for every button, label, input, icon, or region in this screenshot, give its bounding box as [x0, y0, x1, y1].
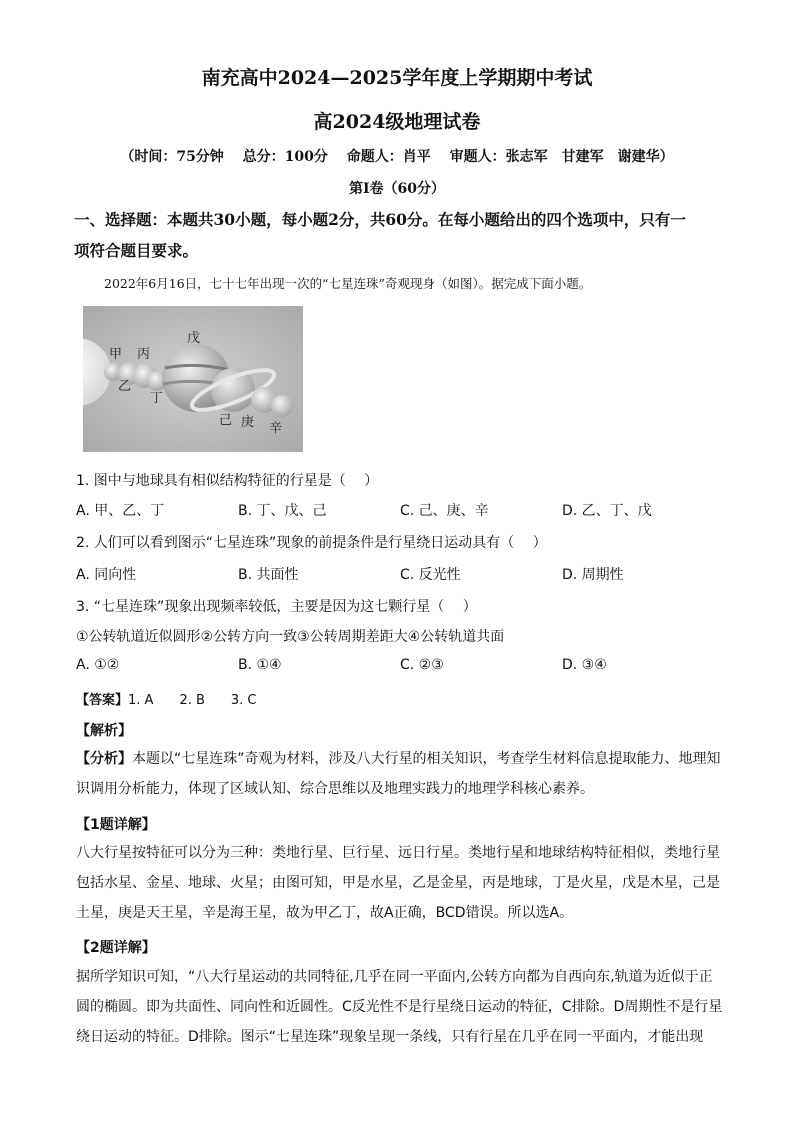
q2-detail-label: 【2题详解】	[76, 940, 156, 956]
part-heading-line2: 项符合题目要求。	[74, 241, 199, 260]
planet-xin-shape	[271, 395, 293, 417]
question-3-option-d: D. ③④	[562, 657, 607, 673]
answer-line	[76, 689, 257, 708]
analysis-label: 【解析】	[76, 723, 132, 739]
planet-alignment-figure	[83, 306, 303, 452]
answer-label: 【答案】	[76, 693, 129, 708]
question-2-option-d: D. 周期性	[562, 567, 624, 583]
label-jia: 甲	[109, 347, 123, 362]
question-2-stem: 2. 人们可以看到图示“七星连珠”现象的前提条件是行星绕日运动具有（ ）	[76, 535, 547, 551]
exam-meta: （时间：75分钟 总分：100分 命题人：肖平 审题人：张志军 甘建军 谢建华）	[120, 149, 674, 165]
question-3-stem: 3. “七星连珠”现象出现频率较低，主要是因为这七颗行星（ ）	[76, 599, 477, 615]
analysis-fenxi	[76, 744, 726, 804]
question-2-option-c: C. 反光性	[400, 567, 461, 583]
q2-detail-text: 据所学知识可知，“八大行星运动的共同特征,几乎在同一平面内,公转方向都为自西向东,轨道为近似于正圆的椭圆。即为共面性、同向性和近圆性。C反光性不是行星绕日运动的特征，C排除。D周期性不是行星绕日运动的特征。D排除。图示“七星连珠”现象呈现一条线，只有行星在几乎在同一平面内，才能出现	[76, 969, 723, 1045]
question-3-option-c: C. ②③	[400, 657, 444, 673]
label-yi: 乙	[118, 379, 132, 394]
label-ding: 丁	[150, 391, 164, 406]
fenxi-label: 【分析】	[76, 751, 132, 767]
exam-title: 南充高中2024—2025学年度上学期期中考试	[201, 67, 593, 89]
planet-alignment-image	[83, 306, 303, 452]
question-1-option-c: C. 己、庚、辛	[400, 503, 489, 519]
exam-subtitle: 高2024级地理试卷	[313, 111, 481, 133]
planet-ji-shape	[211, 368, 255, 412]
label-xin: 辛	[269, 421, 283, 436]
answer-text: 1. A 2. B 3. C	[128, 693, 257, 708]
question-3-option-a: A. ①②	[76, 657, 120, 673]
fenxi-text: 本题以“七星连珠”奇观为材料，涉及八大行星的相关知识，考查学生材料信息提取能力、地理知识调用分析能力，体现了区域认知、综合思维以及地理实践力的地理学科核心素养。	[76, 751, 721, 797]
question-3-option-b: B. ①④	[238, 657, 282, 673]
part-heading-line1: 一、选择题：本题共30小题，每小题2分，共60分。在每小题给出的四个选项中，只有一	[74, 210, 686, 229]
question-1-option-b: B. 丁、戊、己	[238, 503, 327, 519]
section-title: 第Ⅰ卷（60分）	[348, 181, 446, 197]
question-1-option-d: D. 乙、丁、戊	[562, 503, 652, 519]
label-wu: 戊	[187, 331, 201, 346]
question-1-stem: 1. 图中与地球具有相似结构特征的行星是（ ）	[76, 473, 379, 489]
label-geng: 庚	[241, 415, 255, 430]
question-3-statements: ①公转轨道近似圆形②公转方向一致③公转周期差距大④公转轨道共面	[76, 629, 505, 645]
question-2-option-b: B. 共面性	[238, 567, 299, 583]
q1-detail-label: 【1题详解】	[76, 817, 156, 833]
q1-detail-text: 八大行星按特征可以分为三种：类地行星、巨行星、远日行星。类地行星和地球结构特征相似，类地行星包括水星、金星、地球、火星；由图可知，甲是水星，乙是金星，丙是地球，丁是火星，戊是木星，己是土星，庚是天王星，辛是海王星，故为甲乙丁，故A正确，BCD错误。所以选A。	[76, 845, 720, 921]
question-1-option-a: A. 甲、乙、丁	[76, 503, 165, 519]
question-2-option-a: A. 同向性	[76, 567, 137, 583]
label-bing: 丙	[137, 347, 151, 362]
label-ji: 己	[219, 413, 233, 428]
material-intro: 2022年6月16日，七十七年出现一次的“七星连珠”奇观现身（如图）。据完成下面小题。	[104, 276, 592, 291]
